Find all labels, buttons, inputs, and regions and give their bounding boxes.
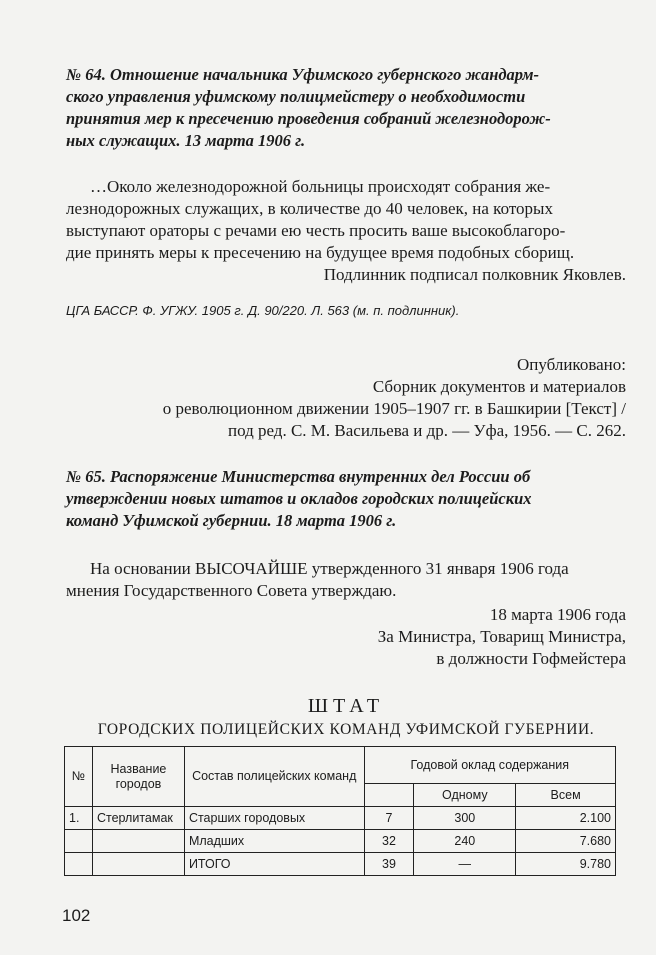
heading-line: № 64. Отношение начальника Уфимского губернского жандарм- [66,65,540,84]
cell-city [92,830,184,853]
heading-line: ского управления уфимскому полицмейстеру о необходимости [66,87,526,106]
table-header-row [65,747,616,784]
signature-line: 18 марта 1906 года [489,605,626,624]
page-number: 102 [62,906,91,925]
shtat-title: ШТАТ [307,695,385,717]
cell-per-one: — [414,853,516,876]
cell-count: 7 [364,807,414,830]
published-line: Сборник документов и материалов [372,377,626,396]
heading-line: утверждении новых штатов и окладов городских полицейских [66,489,532,508]
heading-line: команд Уфимской губернии. 18 марта 1906 г. [66,511,397,530]
body-line: лезнодорожных служащих, в количестве до 40 человек, на которых [66,199,553,218]
heading-line: № 65. Распоряжение Министерства внутренних дел России об [66,467,531,486]
doc64-signature [66,264,626,286]
doc64-body [66,176,626,264]
published-line: под ред. С. М. Васильева и др. — Уфа, 1956. — С. 262. [227,421,626,440]
header-per-one: Одному [414,784,516,807]
shtat-subtitle: ГОРОДСКИХ ПОЛИЦЕЙСКИХ КОМАНД УФИМСКОЙ ГУБЕРНИИ. [97,721,595,738]
header-annual-salary: Годовой оклад содержания [364,747,615,784]
table-row [65,853,616,876]
cell-city: Стерлитамак [92,807,184,830]
doc65-body [66,558,626,602]
header-total: Всем [516,784,616,807]
signature-line: За Министра, Товарищ Министра, [377,627,626,646]
doc64-heading [66,64,626,152]
signature-line: в должности Гофмейстера [436,649,626,668]
table-row [65,807,616,830]
cell-num [65,853,93,876]
body-line: дие принять меры к пресечению на будущее время подобных сборищ. [66,243,575,262]
header-composition: Состав полицейских команд [184,747,364,807]
body-line: На основании ВЫСОЧАЙШЕ утвержденного 31 января 1906 года [90,559,569,578]
cell-total: 9.780 [516,853,616,876]
cell-rank: ИТОГО [184,853,364,876]
body-line: …Около железнодорожной больницы происходят собрания же- [90,177,551,196]
archive-text: ЦГА БАССР. Ф. УГЖУ. 1905 г. Д. 90/220. Л. 563 (м. п. подлинник). [66,303,460,318]
published-line: Опубликовано: [516,355,626,374]
doc64-archive-reference [66,302,626,320]
cell-num: 1. [65,807,93,830]
cell-rank: Младших [184,830,364,853]
cell-city [92,853,184,876]
doc65-heading [66,466,626,532]
cell-total: 7.680 [516,830,616,853]
cell-count: 39 [364,853,414,876]
staff-table [64,746,616,876]
body-line: выступают ораторы с речами ею честь просить ваше высокоблагоро- [66,221,566,240]
header-num: № [65,747,93,807]
header-count-blank [364,784,414,807]
cell-per-one: 300 [414,807,516,830]
published-line: о революционном движении 1905–1907 гг. в Башкирии [Текст] / [162,399,626,418]
heading-line: ных служащих. 13 марта 1906 г. [66,131,306,150]
signature-text: Подлинник подписал полковник Яковлев. [323,265,626,284]
cell-rank: Старших городовых [184,807,364,830]
heading-line: принятия мер к пресечению проведения собраний железнодорож- [66,109,551,128]
cell-count: 32 [364,830,414,853]
doc65-signature [66,604,626,670]
table-row [65,830,616,853]
doc64-published [66,354,626,442]
header-city: Название городов [92,747,184,807]
cell-total: 2.100 [516,807,616,830]
cell-num [65,830,93,853]
cell-per-one: 240 [414,830,516,853]
body-line: мнения Государственного Совета утверждаю. [66,581,397,600]
